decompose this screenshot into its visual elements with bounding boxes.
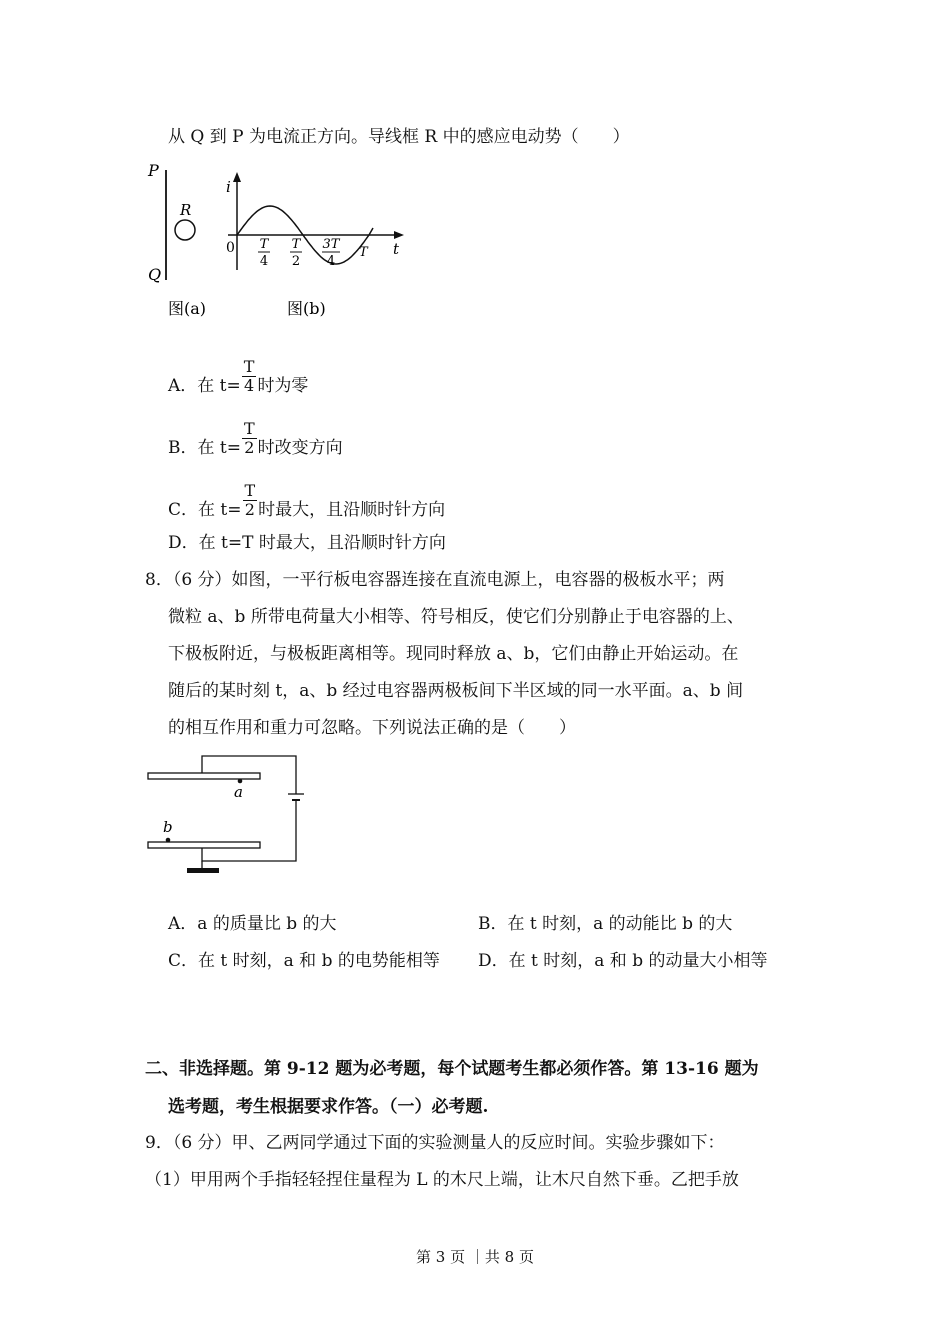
axis-t-label: t bbox=[393, 240, 400, 258]
particle-b bbox=[166, 838, 171, 843]
ground-symbol bbox=[187, 868, 219, 873]
page-footer: 第 3 页 ｜共 8 页 bbox=[416, 1248, 534, 1266]
q8-stem-line1: 8．（6 分）如图，一平行板电容器连接在直流电源上，电容器的极板水平；两 bbox=[145, 570, 725, 590]
q8-option-B[interactable]: B．在 t 时刻，a 的动能比 b 的大 bbox=[478, 914, 733, 934]
label-a: a bbox=[234, 783, 243, 801]
q7-option-D[interactable]: D．在 t=T 时最大，且沿顺时针方向 bbox=[168, 533, 446, 553]
q8-stem-line3: 下极板附近，与极板距离相等。现同时释放 a、b，它们由静止开始运动。在 bbox=[168, 644, 739, 664]
tick-T: T bbox=[359, 245, 368, 260]
option-A-fraction: $\frac{T}{4}$ bbox=[243, 357, 255, 395]
tick-3T4-den: 4 bbox=[326, 254, 336, 269]
label-P: P bbox=[148, 161, 159, 180]
axis-i-label: i bbox=[226, 178, 231, 196]
upper-plate bbox=[148, 773, 260, 779]
q8-stem-line2: 微粒 a、b 所带电荷量大小相等、符号相反，使它们分别静止于电容器的上、 bbox=[168, 607, 744, 627]
q7-option-C[interactable] bbox=[168, 481, 446, 529]
option-B-pre: B．在 t= bbox=[168, 438, 241, 458]
option-A-pre: A．在 t= bbox=[168, 376, 241, 396]
q8-option-C[interactable]: C．在 t 时刻，a 和 b 的电势能相等 bbox=[168, 951, 440, 971]
tick-3T4-num: 3T bbox=[322, 237, 340, 252]
q8-option-A[interactable]: A．a 的质量比 b 的大 bbox=[168, 914, 337, 934]
caption-b: 图(b) bbox=[287, 299, 326, 318]
origin-label: 0 bbox=[226, 240, 235, 256]
q8-capacitor-figure bbox=[140, 750, 320, 880]
tick-T4-den: 4 bbox=[259, 254, 269, 269]
loop-R bbox=[175, 220, 195, 240]
label-R: R bbox=[180, 201, 192, 219]
tick-T4-num: T bbox=[259, 237, 269, 252]
option-B-fraction: $\frac{T}{2}$ bbox=[243, 419, 255, 457]
option-C-fraction: $\frac{T}{2}$ bbox=[244, 481, 256, 519]
option-B-post: 时改变方向 bbox=[257, 438, 343, 458]
label-b: b bbox=[163, 818, 173, 836]
lower-wire bbox=[202, 800, 296, 861]
q8-option-D[interactable]: D．在 t 时刻，a 和 b 的动量大小相等 bbox=[478, 951, 768, 971]
q7-option-B[interactable] bbox=[168, 419, 343, 467]
tick-T2-den: 2 bbox=[291, 254, 301, 269]
q8-stem-line4: 随后的某时刻 t，a、b 经过电容器两极板间下半区域的同一水平面。a、b 间 bbox=[168, 681, 744, 701]
q7-option-A[interactable] bbox=[168, 357, 309, 405]
q9-stem-line1: 9．（6 分）甲、乙两同学通过下面的实验测量人的反应时间。实验步骤如下： bbox=[145, 1133, 725, 1153]
lower-plate bbox=[148, 842, 260, 848]
q8-stem-line5: 的相互作用和重力可忽略。下列说法正确的是（ ） bbox=[168, 718, 576, 738]
section2-heading-line1: 二、非选择题。第 9-12 题为必考题，每个试题考生都必须作答。第 13-16 题为 bbox=[145, 1059, 759, 1079]
section2-heading-line2: 选考题，考生根据要求作答。（一）必考题. bbox=[168, 1097, 489, 1117]
option-C-pre: C．在 t= bbox=[168, 500, 242, 520]
t-axis-arrow bbox=[394, 231, 404, 239]
q7-figure bbox=[140, 158, 420, 328]
q7-stem-tail: 从 Q 到 P 为电流正方向。导线框 R 中的感应电动势（ ） bbox=[168, 127, 630, 147]
label-Q: Q bbox=[148, 265, 162, 284]
tick-T2-num: T bbox=[291, 237, 301, 252]
i-axis-arrow bbox=[233, 172, 241, 182]
q9-stem-line2: （1）甲用两个手指轻轻捏住量程为 L 的木尺上端，让木尺自然下垂。乙把手放 bbox=[145, 1170, 739, 1190]
option-A-post: 时为零 bbox=[257, 376, 309, 396]
caption-a: 图(a) bbox=[168, 299, 207, 318]
option-C-post: 时最大，且沿顺时针方向 bbox=[258, 500, 446, 520]
